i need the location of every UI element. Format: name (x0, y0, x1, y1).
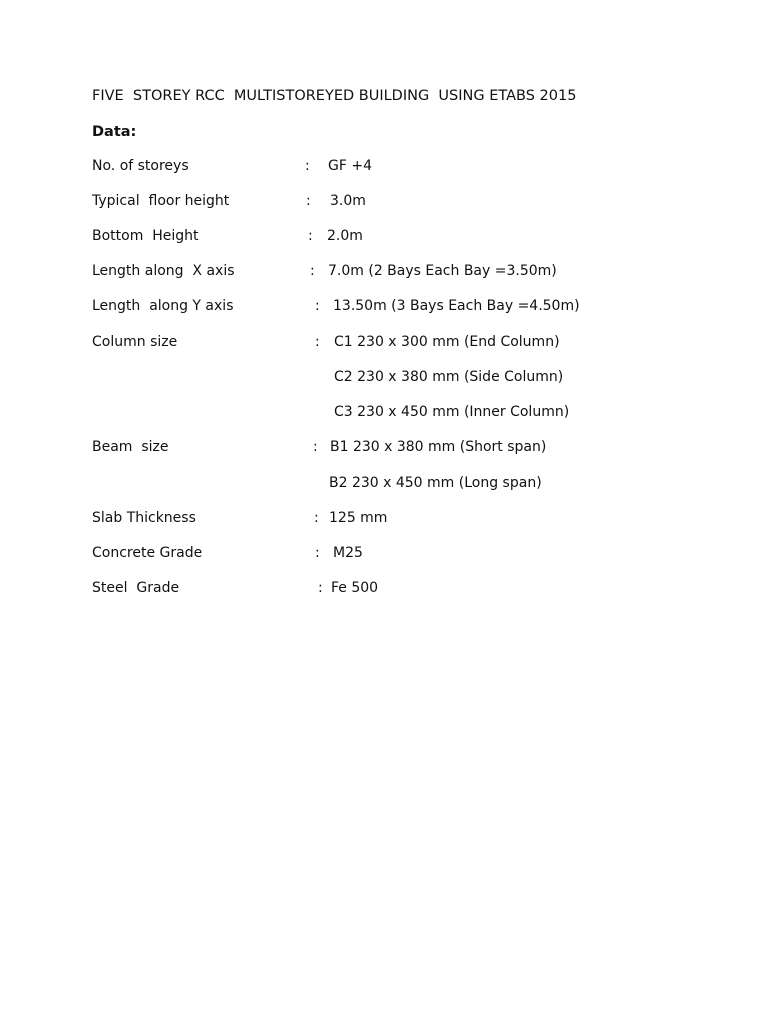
data-row-bottom-height (0, 228, 768, 248)
row-label: Column size (92, 334, 178, 350)
row-value: GF +4 (328, 158, 372, 174)
row-value: 7.0m (2 Bays Each Bay =3.50m) (328, 263, 557, 279)
row-separator: : (318, 580, 323, 596)
row-value: 13.50m (3 Bays Each Bay =4.50m) (333, 298, 580, 314)
data-row-slab-thickness (0, 510, 768, 530)
row-value: M25 (333, 545, 363, 561)
data-row-length-y (0, 298, 768, 318)
row-separator: : (314, 510, 319, 526)
row-label: Length along X axis (92, 263, 235, 279)
data-row-length-x (0, 263, 768, 283)
row-separator: : (315, 334, 320, 350)
row-separator: : (310, 263, 315, 279)
row-label: Steel Grade (92, 580, 180, 596)
row-label: Slab Thickness (92, 510, 196, 526)
data-row-steel-grade (0, 580, 768, 600)
column-size-continuation: C3 230 x 450 mm (Inner Column) (334, 404, 570, 420)
data-row-beam-size (0, 439, 768, 459)
data-row-column-size (0, 334, 768, 354)
row-separator: : (315, 298, 320, 314)
row-separator: : (306, 193, 311, 209)
row-value: Fe 500 (331, 580, 379, 596)
row-value: 125 mm (329, 510, 388, 526)
document-title: FIVE STOREY RCC MULTISTOREYED BUILDING USING ETABS 2015 (92, 88, 577, 104)
beam-size-continuation: B2 230 x 450 mm (Long span) (329, 475, 542, 491)
row-label: Bottom Height (92, 228, 199, 244)
row-separator: : (315, 545, 320, 561)
row-value: B1 230 x 380 mm (Short span) (330, 439, 547, 455)
data-heading: Data: (92, 124, 137, 140)
data-row-floor-height (0, 193, 768, 213)
row-label: Concrete Grade (92, 545, 203, 561)
data-row-storeys (0, 158, 768, 178)
row-separator: : (313, 439, 318, 455)
row-value: 2.0m (327, 228, 363, 244)
column-size-continuation: C2 230 x 380 mm (Side Column) (334, 369, 564, 385)
row-value: 3.0m (330, 193, 366, 209)
row-separator: : (308, 228, 313, 244)
row-label: Typical floor height (92, 193, 230, 209)
row-label: Length along Y axis (92, 298, 234, 314)
data-row-concrete-grade (0, 545, 768, 565)
row-label: Beam size (92, 439, 169, 455)
row-value: C1 230 x 300 mm (End Column) (334, 334, 560, 350)
row-separator: : (305, 158, 310, 174)
row-label: No. of storeys (92, 158, 189, 174)
